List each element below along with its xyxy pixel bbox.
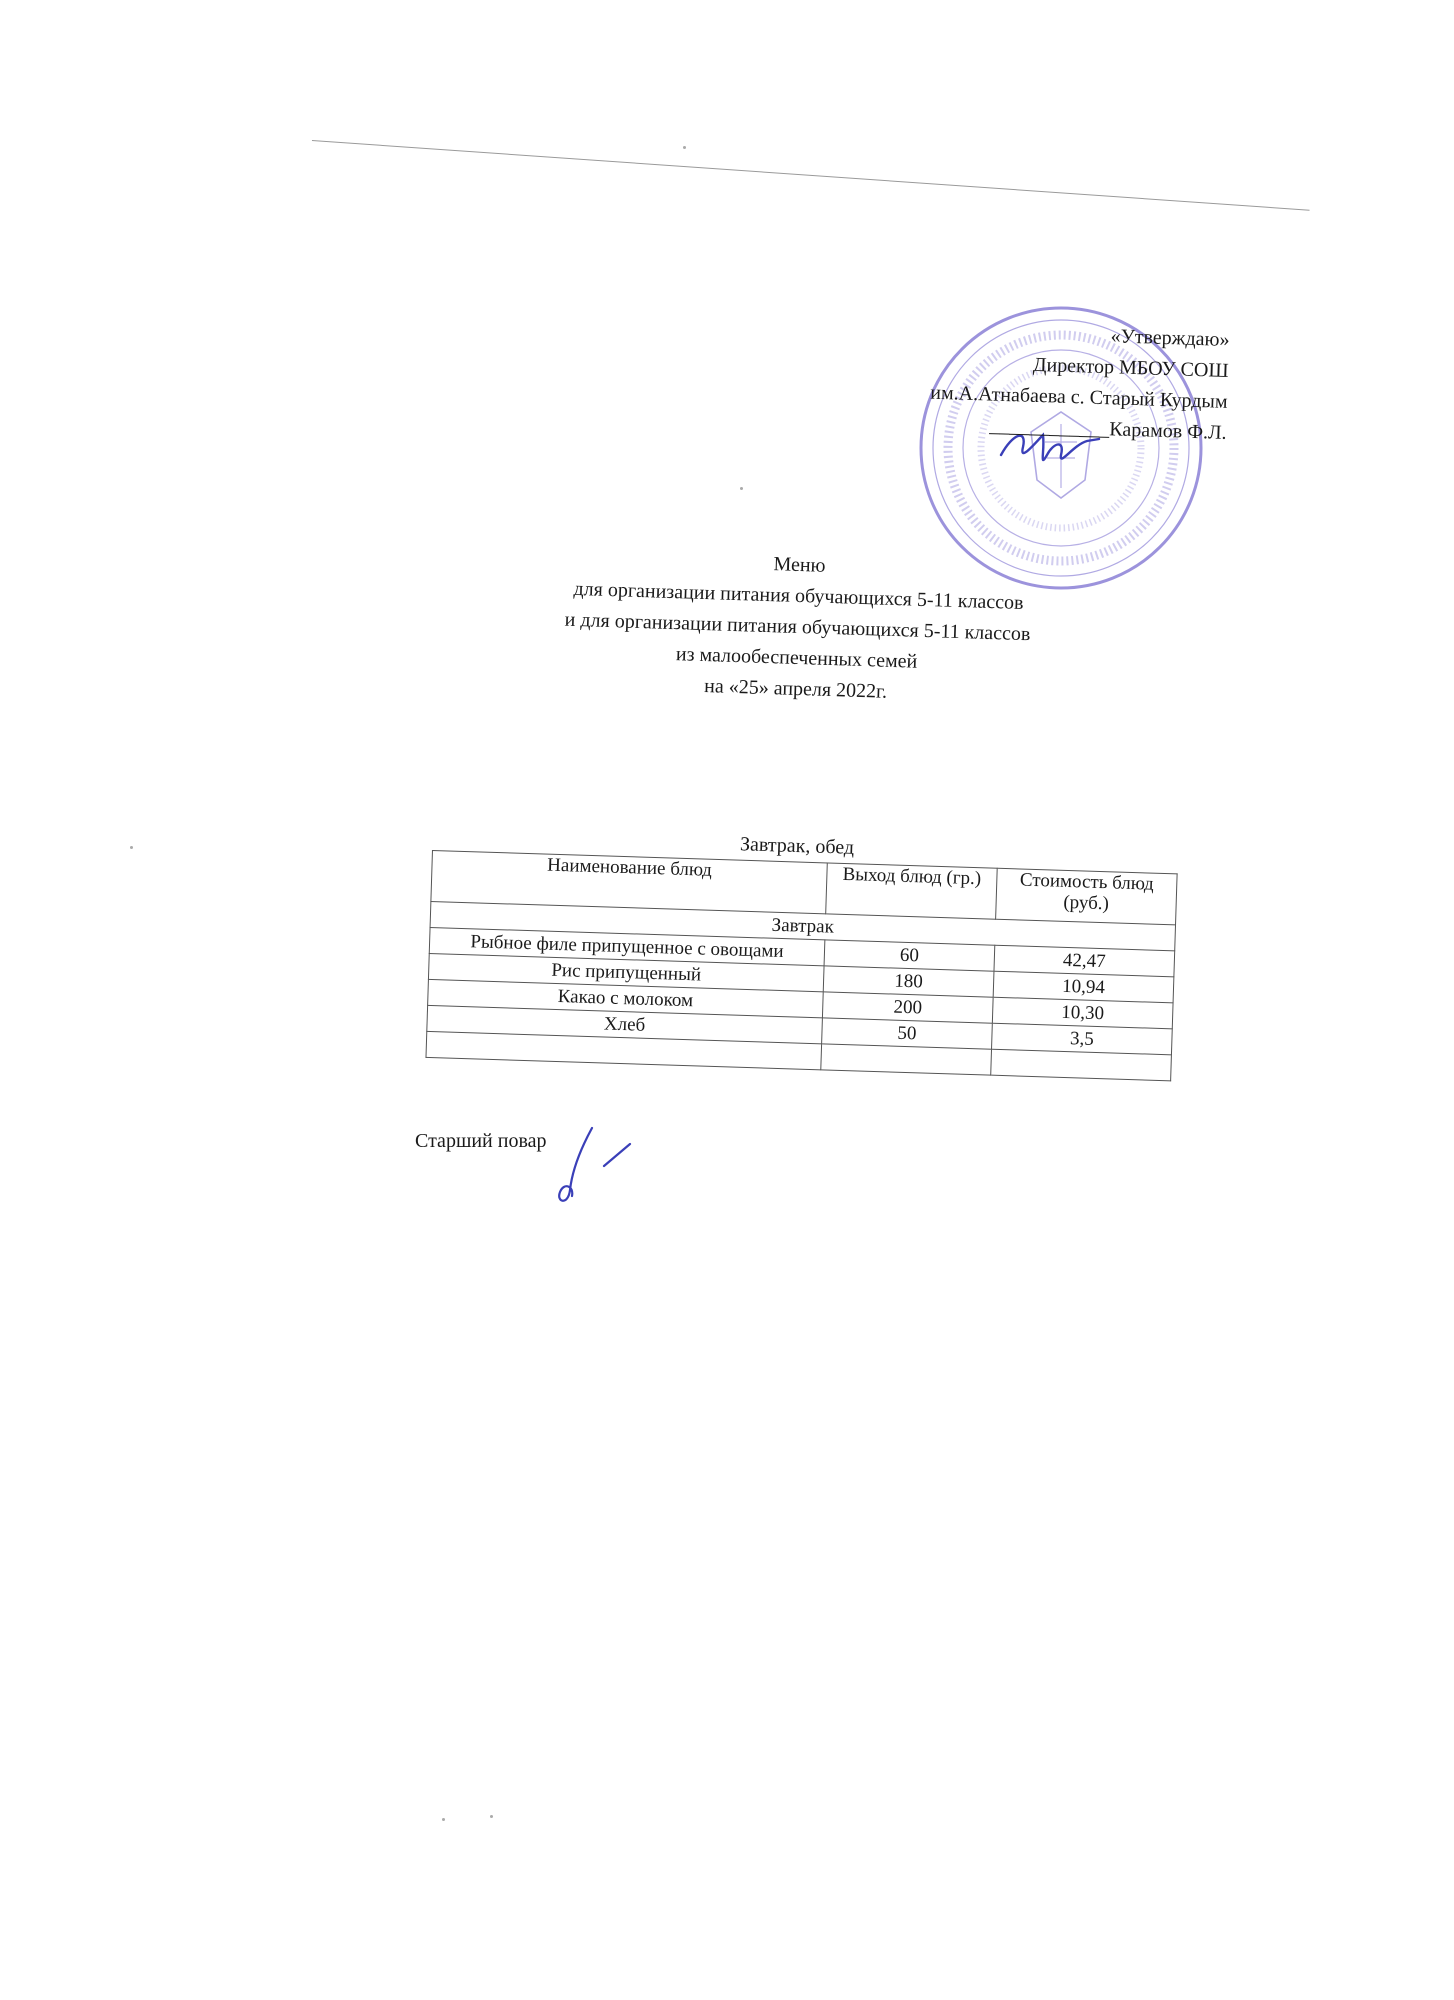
approval-block [756, 310, 1230, 449]
heading-line2: и для организации питания обучающихся 5-11 классов [564, 608, 1031, 646]
header-cost: Стоимость блюд (руб.) [996, 868, 1178, 925]
cook-signature [548, 1120, 638, 1210]
dish-name: Рис припущенный [428, 953, 824, 991]
dish-cost [991, 1049, 1172, 1081]
scan-dot [683, 146, 686, 149]
section-label: Завтрак [430, 901, 1175, 950]
approval-position: Директор МБОУ СОШ [1032, 353, 1229, 382]
cook-label: Старший повар [415, 1130, 547, 1152]
dish-portion: 60 [824, 940, 995, 971]
approval-name: Карамов Ф.Л. [1109, 418, 1227, 444]
menu-heading [515, 541, 1080, 714]
header-dish-name: Наименование блюд [431, 851, 827, 914]
dish-portion: 50 [822, 1018, 993, 1049]
dish-cost: 3,5 [992, 1023, 1173, 1055]
scan-dot [490, 1815, 493, 1818]
dish-cost: 42,47 [994, 945, 1175, 977]
dish-name: Какао с молоком [428, 979, 824, 1017]
approval-school: им.А.Атнабаева с. Старый Курдым [930, 381, 1228, 413]
heading-line1: для организации питания обучающихся 5-11 классов [573, 577, 1024, 615]
approval-signature-line: ____________Карамов Ф.Л. [989, 414, 1227, 444]
heading-title: Меню [773, 553, 826, 577]
approval-approve: «Утверждаю» [1110, 325, 1230, 351]
menu-table [425, 850, 1177, 1081]
dish-portion: 200 [822, 992, 993, 1023]
dish-name: Рыбное филе припущенное с овощами [429, 927, 825, 965]
dish-name: Хлеб [427, 1005, 823, 1043]
table-title: Завтрак, обед [739, 833, 855, 859]
header-portion: Выход блюд (гр.) [826, 863, 998, 919]
scan-dot [740, 487, 743, 490]
top-rule [312, 140, 1310, 211]
scan-dot [130, 846, 133, 849]
dish-portion: 180 [823, 966, 994, 997]
dish-portion [821, 1044, 992, 1075]
scan-dot [442, 1818, 445, 1821]
dish-cost: 10,94 [993, 971, 1174, 1003]
heading-line3: из малообеспеченных семей [675, 643, 918, 673]
menu-table-wrapper [425, 850, 1176, 1081]
dish-cost: 10,30 [992, 997, 1173, 1029]
heading-date: на «25» апреля 2022г. [703, 675, 888, 703]
